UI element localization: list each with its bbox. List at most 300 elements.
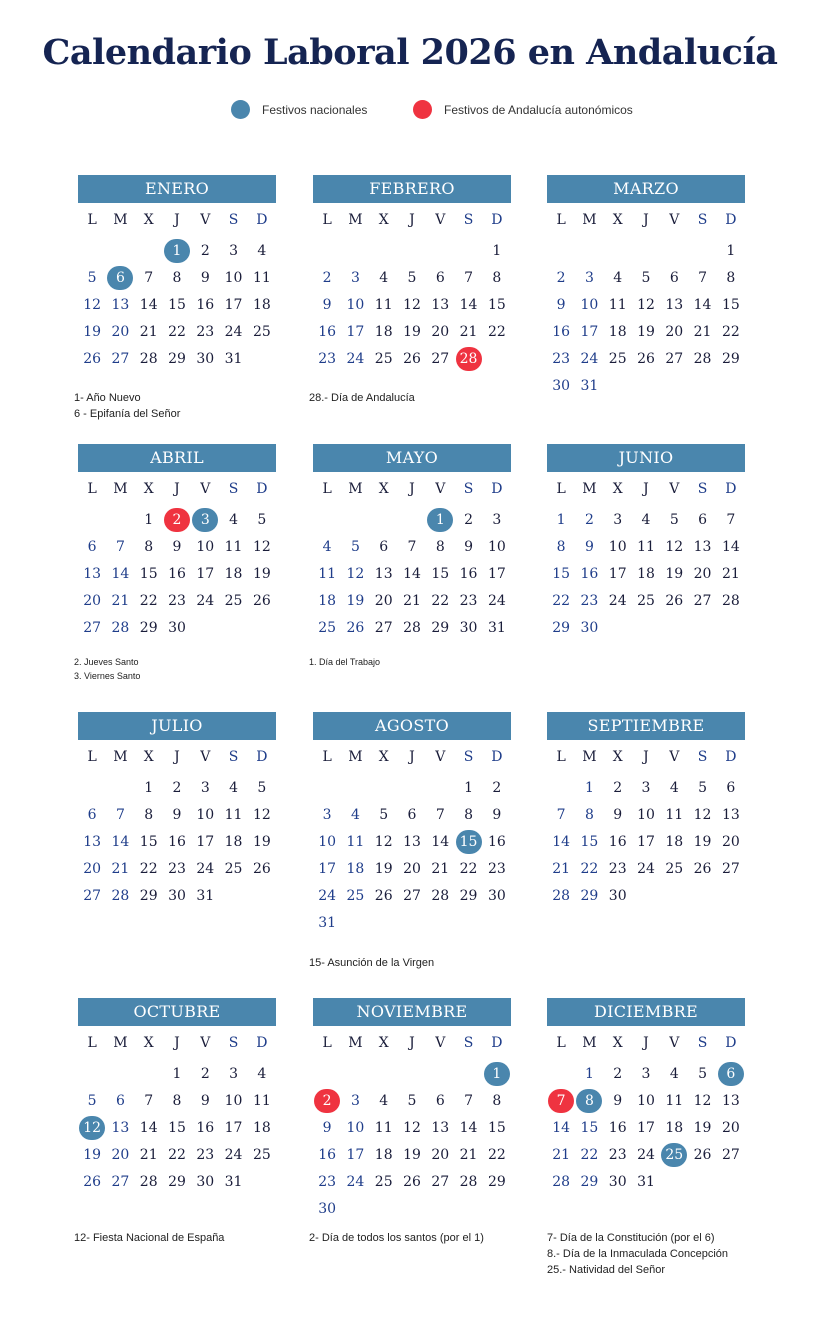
day-cell: 18 xyxy=(252,1119,271,1136)
weekday-label: J xyxy=(174,481,180,497)
day-cell: 29 xyxy=(139,619,158,636)
empty-cell xyxy=(370,506,398,533)
holiday-notes xyxy=(309,655,380,669)
day-cell: 1 xyxy=(144,779,154,796)
day-cell: 20 xyxy=(374,592,393,609)
day-cell: 2 xyxy=(584,511,594,528)
weekday-label: D xyxy=(491,749,503,765)
day-cell: 25 xyxy=(665,860,684,877)
national-holiday-day: 1 xyxy=(483,1060,511,1087)
empty-cell xyxy=(78,237,106,264)
day-cell: 23 xyxy=(608,1146,627,1163)
day-cell: 22 xyxy=(459,860,478,877)
day-cell: 19 xyxy=(83,1146,102,1163)
day-cell: 25 xyxy=(224,860,243,877)
day-cell: 23 xyxy=(168,860,186,877)
day-cell: 6 xyxy=(87,806,97,823)
day-cell: 1 xyxy=(726,242,736,259)
legend-regional xyxy=(413,100,633,119)
day-cell: 8 xyxy=(144,806,154,823)
empty-cell xyxy=(313,237,341,264)
day-cell: 4 xyxy=(669,779,679,796)
day-cell: 1 xyxy=(172,1065,182,1082)
day-cell: 6 xyxy=(435,269,445,286)
weekday-label: D xyxy=(491,212,503,228)
day-cell: 26 xyxy=(83,350,102,367)
month-grid xyxy=(547,203,745,399)
day-cell: 11 xyxy=(346,833,365,850)
day-cell: 27 xyxy=(431,350,450,367)
holiday-note: 8.- Día de la Inmaculada Concepción xyxy=(547,1248,728,1260)
day-cell: 26 xyxy=(346,619,365,636)
day-cell: 16 xyxy=(608,833,627,850)
day-cell: 30 xyxy=(552,377,571,394)
legend-regional-label: Festivos de Andalucía autonómicos xyxy=(444,102,633,117)
day-cell: 17 xyxy=(346,1146,365,1163)
day-cell: 24 xyxy=(224,1146,243,1163)
weekday-label: M xyxy=(348,749,363,765)
day-cell: 13 xyxy=(374,565,393,582)
day-cell: 11 xyxy=(252,269,271,286)
day-cell: 5 xyxy=(87,269,97,286)
day-cell: 4 xyxy=(257,1065,267,1082)
day-cell: 18 xyxy=(224,833,243,850)
day-cell: 22 xyxy=(487,1146,506,1163)
day-cell: 20 xyxy=(693,565,712,582)
day-cell: 28 xyxy=(552,887,571,904)
day-cell: 3 xyxy=(350,1092,360,1109)
day-cell: 31 xyxy=(224,350,243,367)
day-cell: 8 xyxy=(492,1092,502,1109)
day-cell: 18 xyxy=(346,860,365,877)
day-cell: 10 xyxy=(608,538,627,555)
day-cell: 7 xyxy=(115,806,125,823)
weekday-label: J xyxy=(643,749,649,765)
month-octubre xyxy=(78,998,276,1195)
day-cell: 9 xyxy=(172,538,182,555)
day-cell: 5 xyxy=(87,1092,97,1109)
day-cell: 15 xyxy=(580,833,599,850)
day-cell: 11 xyxy=(318,565,337,582)
day-cell: 14 xyxy=(139,1119,158,1136)
day-cell: 13 xyxy=(403,833,421,850)
day-cell: 18 xyxy=(637,565,655,582)
day-cell: 7 xyxy=(464,1092,474,1109)
day-cell: 18 xyxy=(318,592,337,609)
month-grid xyxy=(313,1026,511,1222)
month-header: ABRIL xyxy=(78,444,276,472)
day-cell: 24 xyxy=(608,592,627,609)
day-cell: 25 xyxy=(374,350,393,367)
day-cell: 22 xyxy=(580,1146,599,1163)
day-cell: 6 xyxy=(435,1092,445,1109)
month-grid xyxy=(547,1026,745,1195)
day-cell: 25 xyxy=(252,323,271,340)
day-cell: 9 xyxy=(322,1119,332,1136)
month-grid xyxy=(547,472,745,641)
weekday-label: S xyxy=(697,212,708,228)
day-cell: 9 xyxy=(584,538,594,555)
day-cell: 7 xyxy=(464,269,474,286)
day-cell: 20 xyxy=(83,860,102,877)
day-cell: 9 xyxy=(172,806,182,823)
day-cell: 15 xyxy=(431,565,450,582)
weekday-label: L xyxy=(322,481,332,497)
day-cell: 7 xyxy=(407,538,417,555)
day-cell: 23 xyxy=(168,592,186,609)
weekday-label: V xyxy=(435,749,446,765)
day-cell: 3 xyxy=(584,269,594,286)
day-cell: 13 xyxy=(431,1119,450,1136)
day-cell: 17 xyxy=(637,833,655,850)
empty-cell xyxy=(547,774,575,801)
weekday-label: D xyxy=(256,481,268,497)
day-cell: 26 xyxy=(665,592,684,609)
day-cell: 21 xyxy=(459,1146,478,1163)
weekday-label: L xyxy=(87,749,97,765)
day-cell: 22 xyxy=(168,1146,186,1163)
weekday-label: J xyxy=(409,481,415,497)
day-cell: 10 xyxy=(224,269,243,286)
day-cell: 18 xyxy=(665,833,684,850)
day-cell: 27 xyxy=(111,1173,130,1190)
month-header: NOVIEMBRE xyxy=(313,998,511,1026)
day-cell: 8 xyxy=(172,269,182,286)
day-cell: 8 xyxy=(726,269,736,286)
day-cell: 24 xyxy=(637,1146,655,1163)
day-cell: 18 xyxy=(374,323,393,340)
holiday-notes xyxy=(74,655,140,683)
day-cell: 14 xyxy=(139,296,158,313)
day-cell: 31 xyxy=(318,914,337,931)
day-cell: 26 xyxy=(403,1173,421,1190)
day-cell: 15 xyxy=(168,1119,186,1136)
day-cell: 17 xyxy=(224,296,243,313)
month-header: OCTUBRE xyxy=(78,998,276,1026)
day-cell: 1 xyxy=(556,511,566,528)
day-cell: 13 xyxy=(721,1092,740,1109)
day-cell: 29 xyxy=(552,619,571,636)
month-header: DICIEMBRE xyxy=(547,998,745,1026)
day-cell: 3 xyxy=(200,779,210,796)
holiday-note: 3. Viernes Santo xyxy=(74,671,141,681)
weekday-label: M xyxy=(348,1035,363,1051)
day-cell: 14 xyxy=(693,296,712,313)
day-cell: 4 xyxy=(641,511,651,528)
weekday-label: J xyxy=(643,1035,649,1051)
day-cell: 9 xyxy=(492,806,502,823)
day-cell: 10 xyxy=(580,296,599,313)
national-holiday-day: 6 xyxy=(717,1060,745,1087)
day-cell: 30 xyxy=(608,1173,627,1190)
month-header: JUNIO xyxy=(547,444,745,472)
day-cell: 6 xyxy=(726,779,736,796)
day-cell: 30 xyxy=(196,1173,215,1190)
holiday-note: 15- Asunción de la Virgen xyxy=(309,957,435,969)
empty-cell xyxy=(341,237,369,264)
day-cell: 27 xyxy=(374,619,393,636)
holiday-note: 2- Día de todos los santos (por el 1) xyxy=(309,1232,484,1244)
day-cell: 19 xyxy=(693,1119,712,1136)
weekday-label: S xyxy=(697,481,708,497)
legend-national-label: Festivos nacionales xyxy=(262,102,368,117)
day-cell: 9 xyxy=(200,269,210,286)
day-cell: 16 xyxy=(318,323,337,340)
legend xyxy=(0,100,820,124)
day-cell: 25 xyxy=(318,619,337,636)
day-cell: 30 xyxy=(487,887,506,904)
day-cell: 27 xyxy=(111,350,130,367)
day-cell: 30 xyxy=(168,619,186,636)
day-cell: 12 xyxy=(252,538,271,555)
day-cell: 18 xyxy=(224,565,243,582)
day-cell: 6 xyxy=(407,806,417,823)
day-cell: 18 xyxy=(374,1146,393,1163)
empty-cell xyxy=(106,506,134,533)
day-cell: 7 xyxy=(726,511,736,528)
day-cell: 2 xyxy=(613,1065,623,1082)
day-cell: 9 xyxy=(200,1092,210,1109)
weekday-label: D xyxy=(725,749,737,765)
day-cell: 15 xyxy=(487,296,506,313)
month-header: ENERO xyxy=(78,175,276,203)
weekday-label: V xyxy=(435,481,446,497)
day-cell: 17 xyxy=(196,565,215,582)
month-header: JULIO xyxy=(78,712,276,740)
holiday-notes xyxy=(547,1230,728,1278)
day-cell: 7 xyxy=(435,806,445,823)
weekday-label: X xyxy=(143,212,154,228)
day-cell: 20 xyxy=(83,592,102,609)
day-cell: 2 xyxy=(556,269,566,286)
day-cell: 16 xyxy=(552,323,571,340)
month-header: FEBRERO xyxy=(313,175,511,203)
day-cell: 31 xyxy=(224,1173,243,1190)
day-cell: 13 xyxy=(693,538,712,555)
day-cell: 20 xyxy=(431,1146,450,1163)
day-cell: 5 xyxy=(350,538,360,555)
weekday-label: M xyxy=(582,1035,597,1051)
day-cell: 29 xyxy=(139,887,158,904)
holiday-note: 12- Fiesta Nacional de España xyxy=(74,1232,225,1244)
weekday-label: L xyxy=(556,212,566,228)
day-cell: 20 xyxy=(721,833,740,850)
weekday-label: L xyxy=(322,1035,332,1051)
weekday-label: L xyxy=(556,481,566,497)
day-cell: 26 xyxy=(693,1146,712,1163)
weekday-label: D xyxy=(725,212,737,228)
day-cell: 3 xyxy=(350,269,360,286)
day-cell: 30 xyxy=(168,887,186,904)
month-grid xyxy=(78,740,276,909)
day-cell: 16 xyxy=(168,833,186,850)
day-cell: 18 xyxy=(665,1119,684,1136)
day-cell: 22 xyxy=(721,323,740,340)
day-cell: 16 xyxy=(196,296,215,313)
weekday-label: V xyxy=(669,1035,680,1051)
empty-cell xyxy=(604,237,632,264)
regional-holiday-day: 28 xyxy=(454,345,482,372)
day-cell: 4 xyxy=(350,806,360,823)
day-cell: 29 xyxy=(168,350,186,367)
empty-cell xyxy=(454,1060,482,1087)
day-cell: 9 xyxy=(613,806,623,823)
day-cell: 30 xyxy=(580,619,599,636)
weekday-label: X xyxy=(143,1035,154,1051)
day-cell: 5 xyxy=(669,511,679,528)
day-cell: 5 xyxy=(379,806,389,823)
day-cell: 29 xyxy=(431,619,450,636)
day-cell: 2 xyxy=(464,511,474,528)
day-cell: 13 xyxy=(431,296,450,313)
national-holiday-day: 12 xyxy=(78,1114,106,1141)
day-cell: 17 xyxy=(224,1119,243,1136)
day-cell: 28 xyxy=(139,1173,158,1190)
regional-holiday-dot-icon xyxy=(413,100,432,119)
weekday-label: M xyxy=(348,481,363,497)
day-cell: 18 xyxy=(608,323,627,340)
day-cell: 22 xyxy=(431,592,450,609)
day-cell: 3 xyxy=(641,1065,651,1082)
day-cell: 17 xyxy=(637,1119,655,1136)
empty-cell xyxy=(106,237,134,264)
day-cell: 10 xyxy=(637,1092,655,1109)
day-cell: 9 xyxy=(556,296,566,313)
national-holiday-day: 25 xyxy=(660,1141,688,1168)
weekday-label: S xyxy=(463,481,474,497)
day-cell: 22 xyxy=(139,592,158,609)
day-cell: 6 xyxy=(379,538,389,555)
day-cell: 4 xyxy=(257,242,267,259)
day-cell: 29 xyxy=(580,887,599,904)
day-cell: 19 xyxy=(374,860,393,877)
day-cell: 20 xyxy=(111,323,130,340)
day-cell: 2 xyxy=(200,242,210,259)
day-cell: 7 xyxy=(556,806,566,823)
day-cell: 1 xyxy=(464,779,474,796)
day-cell: 3 xyxy=(229,242,239,259)
day-cell: 19 xyxy=(252,833,271,850)
day-cell: 16 xyxy=(459,565,478,582)
day-cell: 14 xyxy=(552,1119,571,1136)
regional-holiday-day: 2 xyxy=(313,1087,341,1114)
month-grid xyxy=(313,740,511,936)
weekday-label: J xyxy=(409,749,415,765)
day-cell: 26 xyxy=(374,887,393,904)
holiday-note: 1. Día del Trabajo xyxy=(309,657,381,667)
empty-cell xyxy=(78,1060,106,1087)
weekday-label: J xyxy=(643,212,649,228)
weekday-label: V xyxy=(200,749,211,765)
day-cell: 22 xyxy=(552,592,571,609)
weekday-label: X xyxy=(378,749,389,765)
day-cell: 24 xyxy=(318,887,337,904)
day-cell: 24 xyxy=(196,592,215,609)
day-cell: 25 xyxy=(252,1146,271,1163)
national-holiday-day: 15 xyxy=(454,828,482,855)
day-cell: 24 xyxy=(346,1173,365,1190)
day-cell: 26 xyxy=(252,860,271,877)
day-cell: 13 xyxy=(721,806,740,823)
day-cell: 6 xyxy=(698,511,708,528)
day-cell: 23 xyxy=(487,860,506,877)
day-cell: 19 xyxy=(252,565,271,582)
day-cell: 20 xyxy=(403,860,421,877)
empty-cell xyxy=(660,237,688,264)
weekday-label: J xyxy=(174,212,180,228)
day-cell: 1 xyxy=(584,779,594,796)
month-grid xyxy=(78,203,276,372)
day-cell: 31 xyxy=(196,887,215,904)
holiday-note: 25.- Natividad del Señor xyxy=(547,1264,666,1276)
day-cell: 4 xyxy=(379,269,389,286)
weekday-label: V xyxy=(200,1035,211,1051)
day-cell: 21 xyxy=(431,860,450,877)
day-cell: 5 xyxy=(407,1092,417,1109)
day-cell: 1 xyxy=(144,511,154,528)
weekday-label: S xyxy=(228,749,239,765)
day-cell: 12 xyxy=(637,296,655,313)
day-cell: 10 xyxy=(196,538,215,555)
day-cell: 26 xyxy=(403,350,421,367)
weekday-label: L xyxy=(556,749,566,765)
day-cell: 21 xyxy=(459,323,478,340)
day-cell: 8 xyxy=(492,269,502,286)
holiday-note: 6 - Epifanía del Señor xyxy=(74,408,181,420)
day-cell: 26 xyxy=(693,860,712,877)
day-cell: 28 xyxy=(721,592,740,609)
day-cell: 29 xyxy=(487,1173,506,1190)
day-cell: 30 xyxy=(318,1200,337,1217)
weekday-label: X xyxy=(612,481,623,497)
national-holiday-day: 8 xyxy=(575,1087,603,1114)
month-grid xyxy=(313,203,511,372)
month-febrero xyxy=(313,175,511,372)
regional-holiday-day: 2 xyxy=(163,506,191,533)
month-julio xyxy=(78,712,276,909)
day-cell: 12 xyxy=(403,296,421,313)
month-header: AGOSTO xyxy=(313,712,511,740)
day-cell: 14 xyxy=(721,538,740,555)
day-cell: 7 xyxy=(144,1092,154,1109)
weekday-label: V xyxy=(200,212,211,228)
weekday-label: V xyxy=(435,212,446,228)
weekday-label: X xyxy=(143,749,154,765)
day-cell: 20 xyxy=(111,1146,130,1163)
day-cell: 21 xyxy=(721,565,740,582)
day-cell: 18 xyxy=(252,296,271,313)
weekday-label: X xyxy=(612,749,623,765)
day-cell: 25 xyxy=(608,350,627,367)
day-cell: 11 xyxy=(637,538,655,555)
month-noviembre xyxy=(313,998,511,1222)
national-holiday-day: 6 xyxy=(106,264,134,291)
day-cell: 10 xyxy=(196,806,215,823)
national-holiday-day: 1 xyxy=(426,506,454,533)
day-cell: 28 xyxy=(459,1173,478,1190)
day-cell: 8 xyxy=(464,806,474,823)
day-cell: 3 xyxy=(613,511,623,528)
day-cell: 10 xyxy=(346,1119,365,1136)
day-cell: 21 xyxy=(139,323,158,340)
empty-cell xyxy=(575,237,603,264)
day-cell: 5 xyxy=(257,511,267,528)
day-cell: 28 xyxy=(431,887,450,904)
month-grid xyxy=(78,1026,276,1195)
day-cell: 23 xyxy=(608,860,627,877)
day-cell: 21 xyxy=(111,592,130,609)
day-cell: 23 xyxy=(196,1146,215,1163)
